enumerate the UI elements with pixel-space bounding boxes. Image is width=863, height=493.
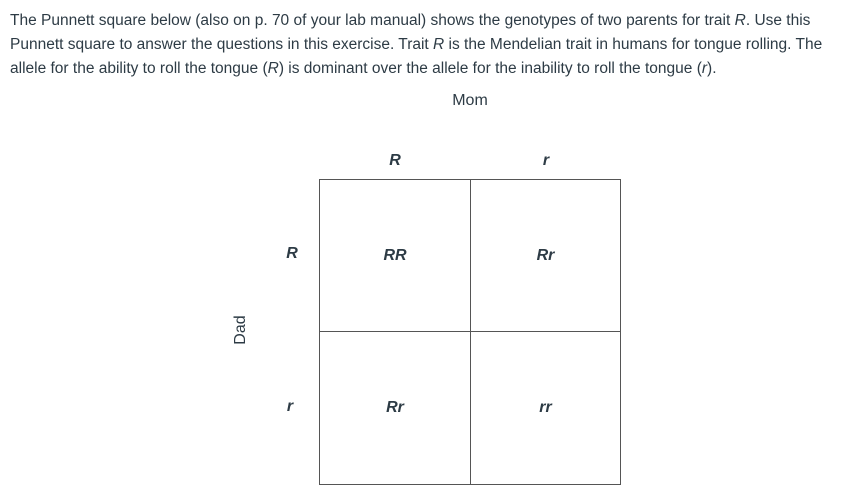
intro-dominant-allele: R xyxy=(267,60,279,77)
mom-allele-1: R xyxy=(389,152,401,169)
intro-paragraph xyxy=(10,9,855,81)
punnett-square xyxy=(319,179,621,485)
punnett-cell-bottom-right: rr xyxy=(539,399,552,416)
intro-trait-letter-2: R xyxy=(433,36,445,53)
punnett-cell-bottom-left: Rr xyxy=(320,332,471,484)
intro-trait-letter-1: R xyxy=(734,12,746,29)
punnett-cell-top-right: Rr xyxy=(471,180,620,332)
intro-text-3: is the Mendelian trait in humans for tongue rolling. The allele for the ability to roll the tongue ( xyxy=(10,36,823,77)
intro-text-5: ). xyxy=(707,60,717,77)
mom-allele-2: r xyxy=(542,152,550,169)
dad-allele-2: r xyxy=(286,398,294,415)
intro-text-4: ) is dominant over the allele for the inability to roll the tongue ( xyxy=(278,60,702,77)
punnett-cell-top-left: RR xyxy=(320,180,471,332)
intro-text-1: The Punnett square below (also on p. 70 of your lab manual) shows the genotypes of two parents for trait xyxy=(10,12,735,29)
mom-label: Mom xyxy=(452,92,488,109)
dad-allele-1: R xyxy=(286,245,298,262)
intro-text-2: . Use this Punnett square to answer the questions in this exercise. Trait xyxy=(10,12,811,53)
dad-label: Dad xyxy=(232,315,249,345)
intro-recessive-allele: r xyxy=(701,60,708,77)
